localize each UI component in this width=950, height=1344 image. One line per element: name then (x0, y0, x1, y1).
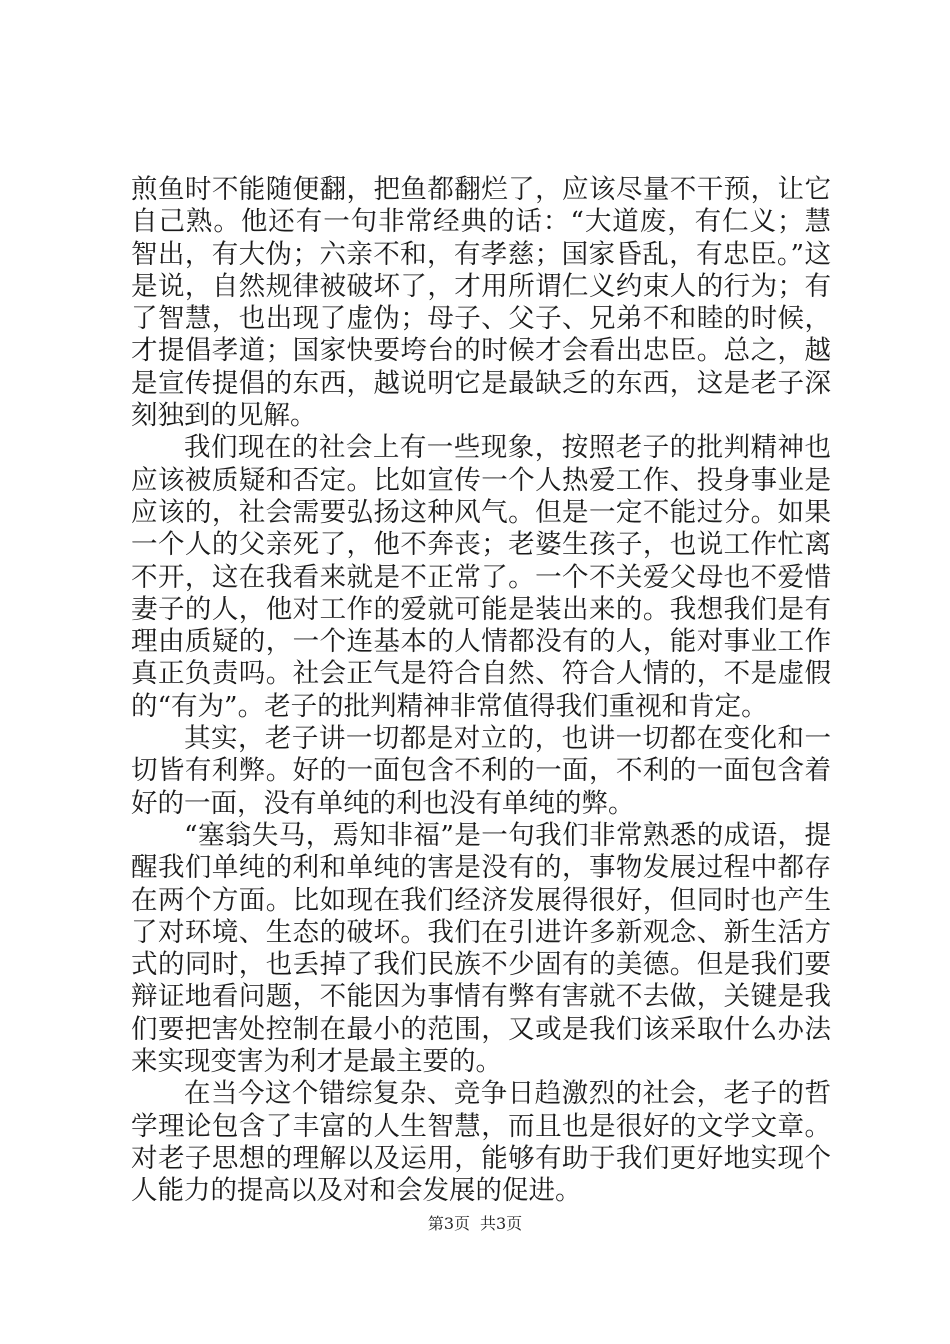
document-body (131, 174, 831, 1208)
paragraph-5: 在当今这个错综复杂、竞争日趋激烈的社会，老子的哲学理论包含了丰富的人生智慧，而且也是很好的文学文章。对老子思想的理解以及运用，能够有助于我们更好地实现个人能力的提高以及对和会发展的促进。 (131, 1078, 831, 1207)
paragraph-1: 煎鱼时不能随便翻，把鱼都翻烂了，应该尽量不干预，让它自己熟。他还有一句非常经典的话：“大道废，有仁义；慧智出，有大伪；六亲不和，有孝慈；国家昏乱，有忠臣。”这是说，自然规律被破坏了，才用所谓仁义约束人的行为；有了智慧，也出现了虚伪；母子、父子、兄弟不和睦的时候，才提倡孝道；国家快要垮台的时候才会看出忠臣。总之，越是宣传提倡的东西，越说明它是最缺乏的东西，这是老子深刻独到的见解。 (131, 174, 831, 432)
page-footer (0, 1214, 950, 1234)
paragraph-3: 其实，老子讲一切都是对立的，也讲一切都在变化和一切皆有利弊。好的一面包含不利的一面，不利的一面包含着好的一面，没有单纯的利也没有单纯的弊。 (131, 723, 831, 819)
page-total: 共3页 (480, 1214, 523, 1233)
paragraph-2: 我们现在的社会上有一些现象，按照老子的批判精神也应该被质疑和否定。比如宣传一个人热爱工作、投身事业是应该的，社会需要弘扬这种风气。但是一定不能过分。如果一个人的父亲死了，他不奔丧；老婆生孩子，也说工作忙离不开，这在我看来就是不正常了。一个不关爱父母也不爱惜妻子的人，他对工作的爱就可能是装出来的。我想我们是有理由质疑的，一个连基本的人情都没有的人，能对事业工作真正负责吗。社会正气是符合自然、符合人情的，不是虚假的“有为”。老子的批判精神非常值得我们重视和肯定。 (131, 432, 831, 722)
paragraph-4: “塞翁失马，焉知非福”是一句我们非常熟悉的成语，提醒我们单纯的利和单纯的害是没有的，事物发展过程中都存在两个方面。比如现在我们经济发展得很好，但同时也产生了对环境、生态的破坏。我们在引进许多新观念、新生活方式的同时，也丢掉了我们民族不少固有的美德。但是我们要辩证地看问题，不能因为事情有弊有害就不去做，关键是我们要把害处控制在最小的范围，又或是我们该采取什么办法来实现变害为利才是最主要的。 (131, 819, 831, 1078)
page-number: 第3页 (427, 1214, 470, 1233)
